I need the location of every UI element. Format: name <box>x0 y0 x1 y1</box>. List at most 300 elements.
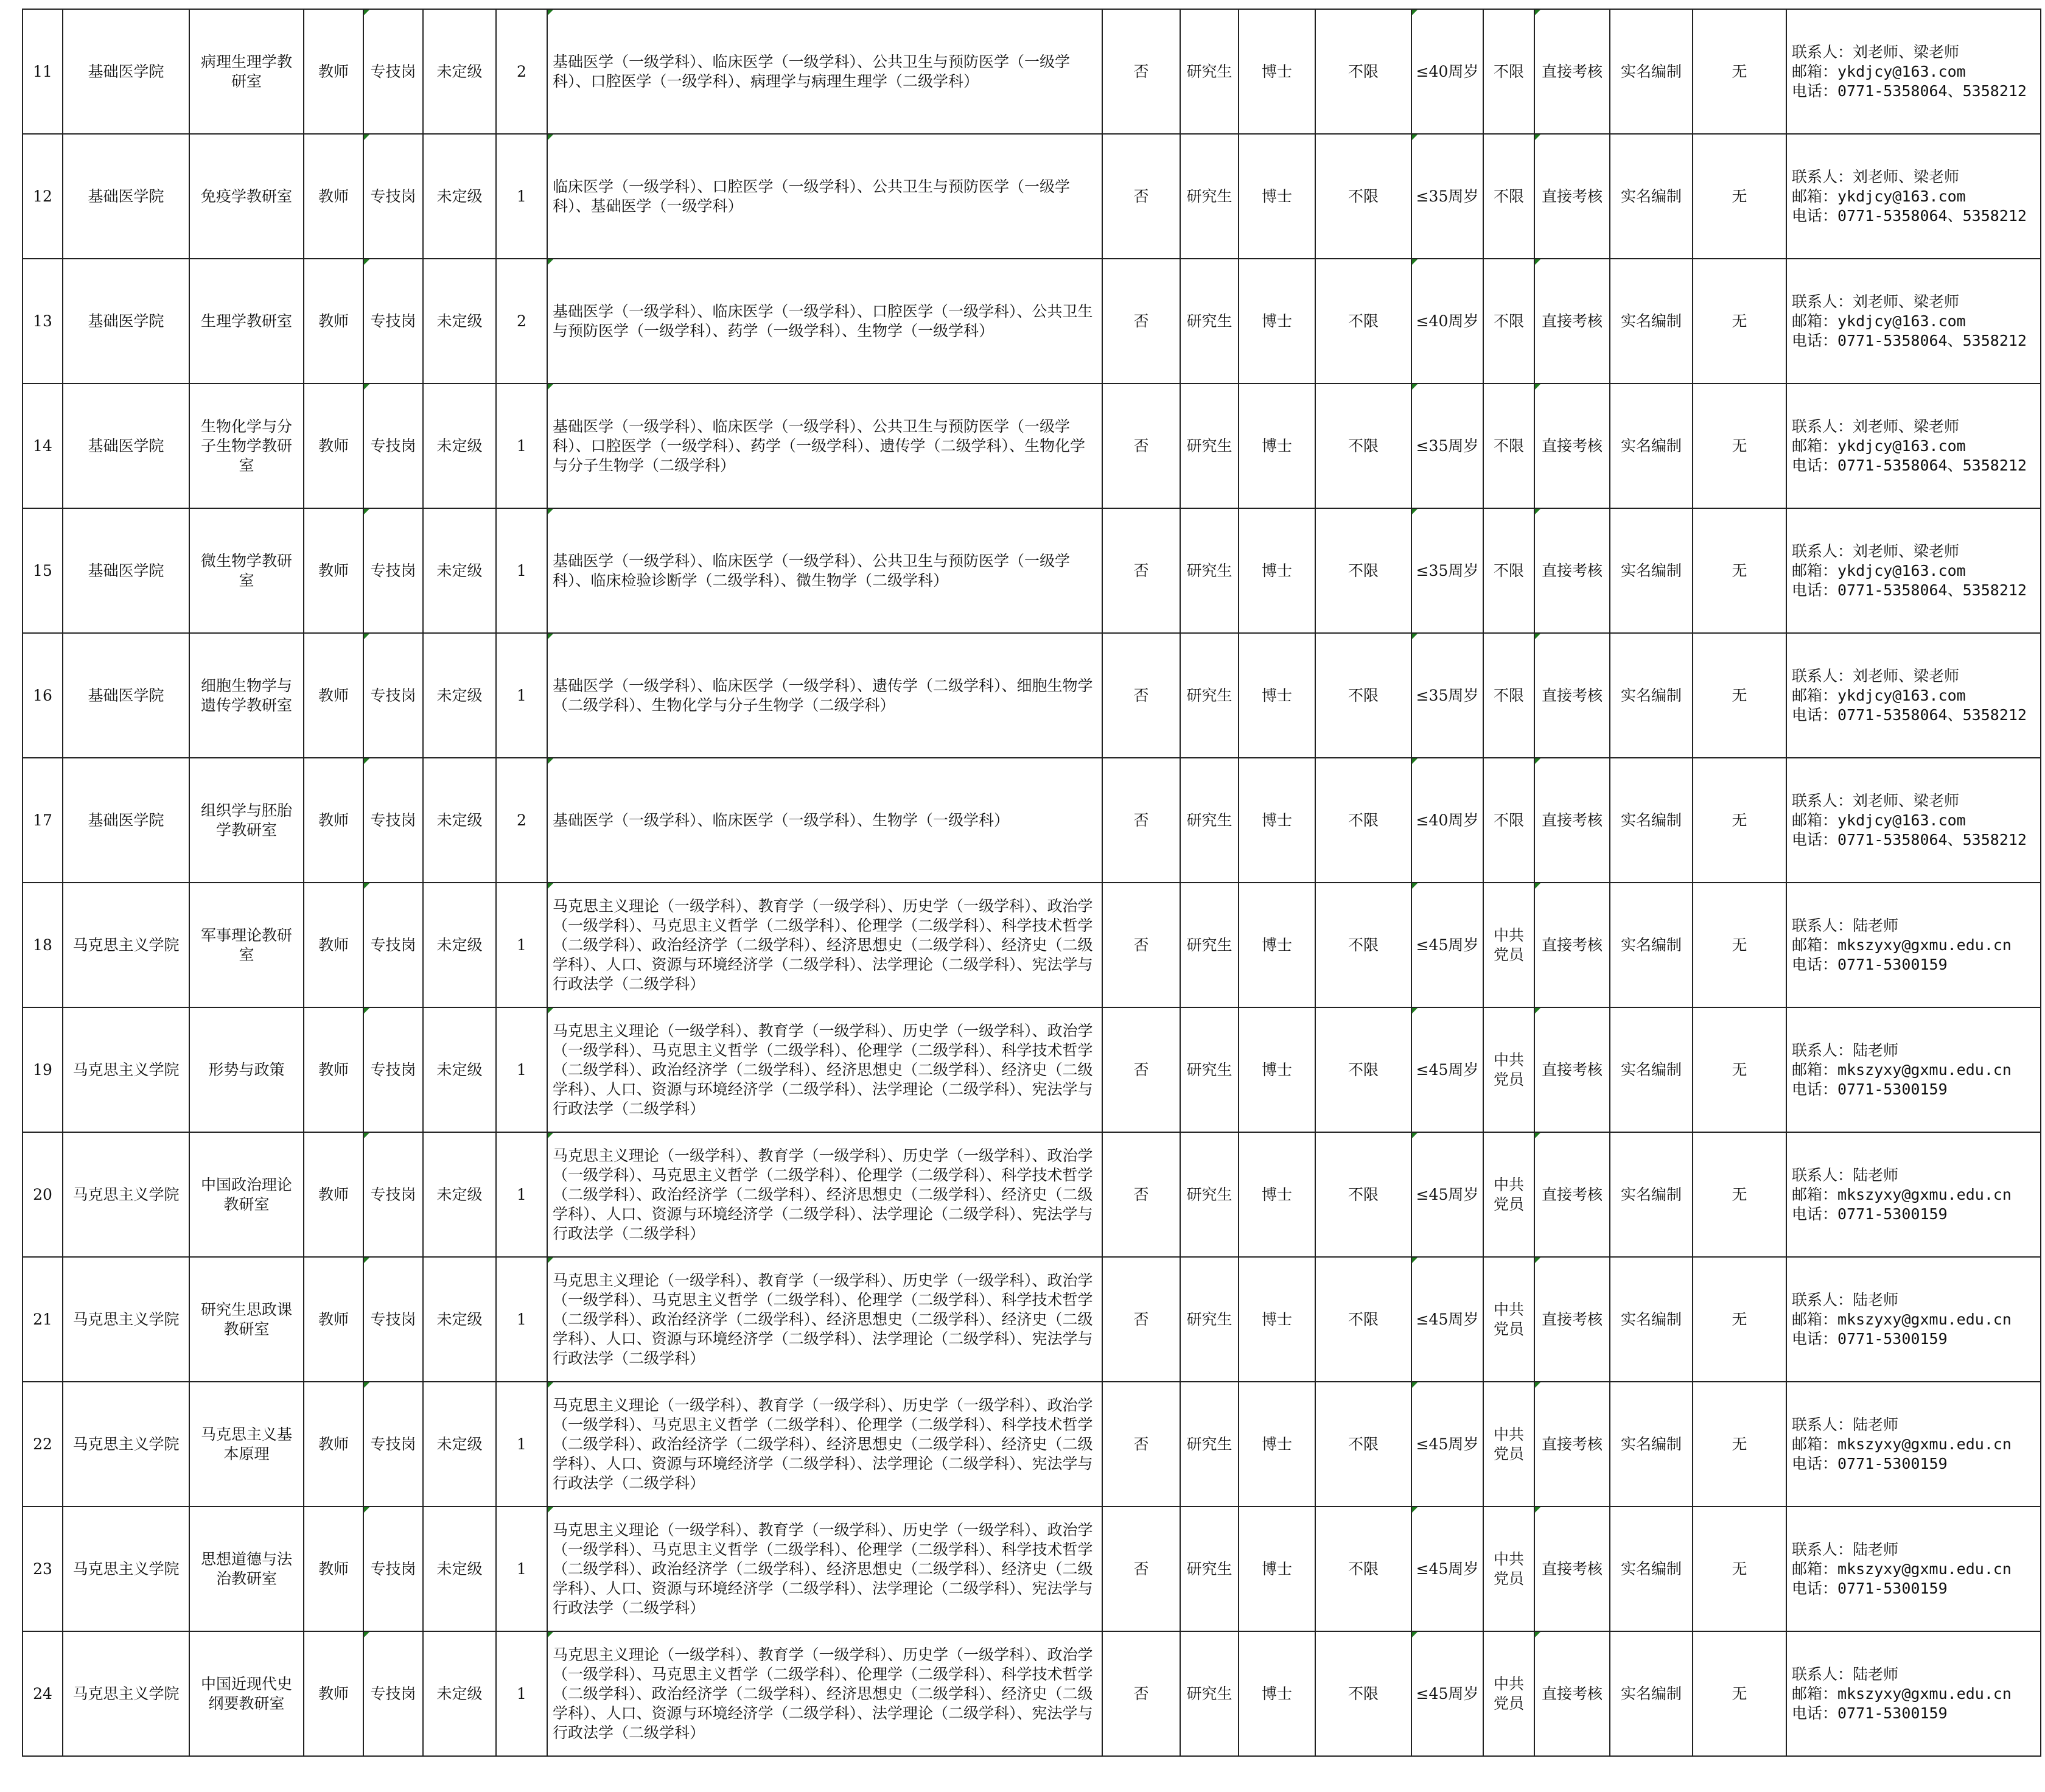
cell-count: 1 <box>496 134 547 259</box>
contact-email[interactable]: 邮箱：mkszyxy@gxmu.edu.cn <box>1792 1559 2012 1578</box>
cell-flag: 否 <box>1102 9 1180 134</box>
contact-email[interactable]: 邮箱：ykdjcy@163.com <box>1792 811 1966 829</box>
table-row <box>23 1007 2041 1132</box>
contact-phone: 电话：0771-5300159 <box>1792 1454 1948 1472</box>
cell-contact <box>1786 9 2041 134</box>
cell-experience: 不限 <box>1315 1382 1411 1507</box>
cell-count: 2 <box>496 259 547 383</box>
cell-contact <box>1786 259 2041 383</box>
contact-email[interactable]: 邮箱：mkszyxy@gxmu.edu.cn <box>1792 1060 2012 1079</box>
cell-college: 基础医学院 <box>63 383 189 508</box>
cell-exam: 直接考核 <box>1534 9 1610 134</box>
cell-education: 研究生 <box>1180 1132 1239 1257</box>
cell-experience: 不限 <box>1315 1007 1411 1132</box>
contact-phone: 电话：0771-5358064、5358212 <box>1792 456 2027 474</box>
cell-college: 马克思主义学院 <box>63 1007 189 1132</box>
cell-major: 基础医学（一级学科）、临床医学（一级学科）、口腔医学（一级学科）、公共卫生与预防医学（一级学科）、药学（一级学科）、生物学（一级学科） <box>547 259 1102 383</box>
cell-count: 1 <box>496 633 547 758</box>
cell-age: ≤45周岁 <box>1411 1631 1483 1756</box>
cell-level: 未定级 <box>423 134 496 259</box>
cell-major: 基础医学（一级学科）、临床医学（一级学科）、遗传学（二级学科）、细胞生物学（二级学科）、生物化学与分子生物学（二级学科） <box>547 633 1102 758</box>
cell-no: 16 <box>23 633 63 758</box>
cell-degree: 博士 <box>1239 508 1315 633</box>
cell-degree: 博士 <box>1239 259 1315 383</box>
cell-level: 未定级 <box>423 758 496 883</box>
cell-degree: 博士 <box>1239 1007 1315 1132</box>
cell-exam: 直接考核 <box>1534 383 1610 508</box>
cell-level: 未定级 <box>423 1132 496 1257</box>
cell-exam: 直接考核 <box>1534 758 1610 883</box>
contact-person: 联系人：刘老师、梁老师 <box>1792 43 1960 61</box>
cell-contact <box>1786 383 2041 508</box>
cell-type: 专技岗 <box>363 1257 423 1382</box>
cell-degree: 博士 <box>1239 1631 1315 1756</box>
table-row <box>23 9 2041 134</box>
cell-flag: 否 <box>1102 259 1180 383</box>
table-body <box>23 9 2041 1756</box>
cell-flag: 否 <box>1102 508 1180 633</box>
cell-college: 基础医学院 <box>63 9 189 134</box>
cell-contact <box>1786 1631 2041 1756</box>
cell-exam: 直接考核 <box>1534 1007 1610 1132</box>
cell-degree: 博士 <box>1239 883 1315 1007</box>
cell-contact <box>1786 883 2041 1007</box>
cell-level: 未定级 <box>423 1257 496 1382</box>
cell-other: 无 <box>1693 1132 1786 1257</box>
cell-exam: 直接考核 <box>1534 1132 1610 1257</box>
contact-person: 联系人：刘老师、梁老师 <box>1792 417 1960 435</box>
cell-education: 研究生 <box>1180 1007 1239 1132</box>
contact-email[interactable]: 邮箱：mkszyxy@gxmu.edu.cn <box>1792 1684 2012 1703</box>
cell-position: 教师 <box>304 383 363 508</box>
contact-person: 联系人：刘老师、梁老师 <box>1792 667 1960 685</box>
cell-major: 马克思主义理论（一级学科）、教育学（一级学科）、历史学（一级学科）、政治学（一级学科）、马克思主义哲学（二级学科）、伦理学（二级学科）、科学技术哲学（二级学科）、政治经济学（二级学科）、经济思想史（二级学科）、经济史（二级学科）、人口、资源与环境经济学（二级学科）、法学理论（二级学科）、宪法学与行政法学（二级学科） <box>547 883 1102 1007</box>
table-row <box>23 134 2041 259</box>
cell-count: 1 <box>496 383 547 508</box>
cell-type: 专技岗 <box>363 1132 423 1257</box>
cell-exam: 直接考核 <box>1534 134 1610 259</box>
contact-person: 联系人：刘老师、梁老师 <box>1792 167 1960 186</box>
cell-type: 专技岗 <box>363 134 423 259</box>
cell-political: 中共 党员 <box>1483 883 1534 1007</box>
cell-type: 专技岗 <box>363 383 423 508</box>
cell-education: 研究生 <box>1180 1382 1239 1507</box>
cell-no: 20 <box>23 1132 63 1257</box>
cell-political: 中共 党员 <box>1483 1007 1534 1132</box>
cell-position: 教师 <box>304 1007 363 1132</box>
table-row <box>23 259 2041 383</box>
cell-college: 基础医学院 <box>63 259 189 383</box>
cell-level: 未定级 <box>423 633 496 758</box>
cell-exam: 直接考核 <box>1534 1382 1610 1507</box>
cell-degree: 博士 <box>1239 9 1315 134</box>
cell-level: 未定级 <box>423 883 496 1007</box>
cell-education: 研究生 <box>1180 633 1239 758</box>
cell-other: 无 <box>1693 1507 1786 1631</box>
cell-degree: 博士 <box>1239 633 1315 758</box>
cell-type: 专技岗 <box>363 758 423 883</box>
cell-staffing: 实名编制 <box>1610 633 1693 758</box>
cell-position: 教师 <box>304 758 363 883</box>
cell-flag: 否 <box>1102 1382 1180 1507</box>
cell-exam: 直接考核 <box>1534 1507 1610 1631</box>
cell-count: 1 <box>496 1257 547 1382</box>
cell-no: 12 <box>23 134 63 259</box>
cell-contact <box>1786 758 2041 883</box>
cell-no: 14 <box>23 383 63 508</box>
cell-count: 2 <box>496 758 547 883</box>
contact-person: 联系人：刘老师、梁老师 <box>1792 542 1960 560</box>
cell-staffing: 实名编制 <box>1610 883 1693 1007</box>
cell-experience: 不限 <box>1315 1631 1411 1756</box>
cell-other: 无 <box>1693 1382 1786 1507</box>
cell-staffing: 实名编制 <box>1610 1507 1693 1631</box>
contact-phone: 电话：0771-5358064、5358212 <box>1792 830 2027 849</box>
cell-major: 基础医学（一级学科）、临床医学（一级学科）、公共卫生与预防医学（一级学科）、口腔医学（一级学科）、药学（一级学科）、遗传学（二级学科）、生物化学与分子生物学（二级学科） <box>547 383 1102 508</box>
cell-education: 研究生 <box>1180 758 1239 883</box>
cell-exam: 直接考核 <box>1534 259 1610 383</box>
cell-major: 马克思主义理论（一级学科）、教育学（一级学科）、历史学（一级学科）、政治学（一级学科）、马克思主义哲学（二级学科）、伦理学（二级学科）、科学技术哲学（二级学科）、政治经济学（二级学科）、经济思想史（二级学科）、经济史（二级学科）、人口、资源与环境经济学（二级学科）、法学理论（二级学科）、宪法学与行政法学（二级学科） <box>547 1382 1102 1507</box>
cell-college: 马克思主义学院 <box>63 883 189 1007</box>
cell-other: 无 <box>1693 383 1786 508</box>
cell-dept: 微生物学教研室 <box>189 508 304 633</box>
contact-email[interactable]: 邮箱：mkszyxy@gxmu.edu.cn <box>1792 1310 2012 1328</box>
contact-phone: 电话：0771-5358064、5358212 <box>1792 206 2027 225</box>
cell-experience: 不限 <box>1315 508 1411 633</box>
cell-no: 18 <box>23 883 63 1007</box>
cell-count: 1 <box>496 1132 547 1257</box>
table-row <box>23 758 2041 883</box>
contact-person: 联系人：陆老师 <box>1792 1665 1899 1683</box>
cell-contact <box>1786 1132 2041 1257</box>
cell-position: 教师 <box>304 134 363 259</box>
cell-other: 无 <box>1693 134 1786 259</box>
table-row <box>23 508 2041 633</box>
cell-staffing: 实名编制 <box>1610 758 1693 883</box>
cell-no: 19 <box>23 1007 63 1132</box>
cell-age: ≤40周岁 <box>1411 259 1483 383</box>
table-row <box>23 883 2041 1007</box>
cell-no: 23 <box>23 1507 63 1631</box>
cell-major: 马克思主义理论（一级学科）、教育学（一级学科）、历史学（一级学科）、政治学（一级学科）、马克思主义哲学（二级学科）、伦理学（二级学科）、科学技术哲学（二级学科）、政治经济学（二级学科）、经济思想史（二级学科）、经济史（二级学科）、人口、资源与环境经济学（二级学科）、法学理论（二级学科）、宪法学与行政法学（二级学科） <box>547 1007 1102 1132</box>
contact-person: 联系人：刘老师、梁老师 <box>1792 292 1960 310</box>
cell-dept: 军事理论教研室 <box>189 883 304 1007</box>
cell-dept: 研究生思政课教研室 <box>189 1257 304 1382</box>
cell-other: 无 <box>1693 508 1786 633</box>
cell-type: 专技岗 <box>363 508 423 633</box>
cell-contact <box>1786 134 2041 259</box>
cell-experience: 不限 <box>1315 758 1411 883</box>
cell-count: 1 <box>496 1007 547 1132</box>
cell-position: 教师 <box>304 1507 363 1631</box>
cell-dept: 马克思主义基本原理 <box>189 1382 304 1507</box>
cell-political: 不限 <box>1483 383 1534 508</box>
cell-exam: 直接考核 <box>1534 633 1610 758</box>
cell-age: ≤45周岁 <box>1411 883 1483 1007</box>
cell-no: 11 <box>23 9 63 134</box>
cell-experience: 不限 <box>1315 383 1411 508</box>
contact-email[interactable]: 邮箱：mkszyxy@gxmu.edu.cn <box>1792 1435 2012 1453</box>
cell-flag: 否 <box>1102 1007 1180 1132</box>
cell-exam: 直接考核 <box>1534 1257 1610 1382</box>
cell-degree: 博士 <box>1239 1382 1315 1507</box>
cell-staffing: 实名编制 <box>1610 9 1693 134</box>
cell-count: 1 <box>496 1631 547 1756</box>
cell-other: 无 <box>1693 633 1786 758</box>
cell-major: 马克思主义理论（一级学科）、教育学（一级学科）、历史学（一级学科）、政治学（一级学科）、马克思主义哲学（二级学科）、伦理学（二级学科）、科学技术哲学（二级学科）、政治经济学（二级学科）、经济思想史（二级学科）、经济史（二级学科）、人口、资源与环境经济学（二级学科）、法学理论（二级学科）、宪法学与行政法学（二级学科） <box>547 1631 1102 1756</box>
cell-count: 1 <box>496 1382 547 1507</box>
cell-political: 不限 <box>1483 508 1534 633</box>
cell-flag: 否 <box>1102 1257 1180 1382</box>
cell-age: ≤35周岁 <box>1411 508 1483 633</box>
cell-college: 马克思主义学院 <box>63 1132 189 1257</box>
cell-no: 13 <box>23 259 63 383</box>
cell-level: 未定级 <box>423 1007 496 1132</box>
cell-age: ≤35周岁 <box>1411 134 1483 259</box>
cell-age: ≤45周岁 <box>1411 1507 1483 1631</box>
cell-education: 研究生 <box>1180 259 1239 383</box>
contact-phone: 电话：0771-5300159 <box>1792 1704 1948 1722</box>
cell-flag: 否 <box>1102 1132 1180 1257</box>
cell-age: ≤40周岁 <box>1411 758 1483 883</box>
cell-type: 专技岗 <box>363 1007 423 1132</box>
table-row <box>23 1631 2041 1756</box>
cell-staffing: 实名编制 <box>1610 1631 1693 1756</box>
table-row <box>23 1132 2041 1257</box>
contact-phone: 电话：0771-5300159 <box>1792 1205 1948 1223</box>
cell-staffing: 实名编制 <box>1610 508 1693 633</box>
cell-dept: 生物化学与分子生物学教研室 <box>189 383 304 508</box>
cell-education: 研究生 <box>1180 508 1239 633</box>
cell-major: 基础医学（一级学科）、临床医学（一级学科）、公共卫生与预防医学（一级学科）、口腔医学（一级学科）、病理学与病理生理学（二级学科） <box>547 9 1102 134</box>
cell-degree: 博士 <box>1239 1507 1315 1631</box>
cell-flag: 否 <box>1102 1507 1180 1631</box>
contact-person: 联系人：陆老师 <box>1792 1540 1899 1558</box>
cell-staffing: 实名编制 <box>1610 1257 1693 1382</box>
contact-phone: 电话：0771-5358064、5358212 <box>1792 82 2027 100</box>
contact-phone: 电话：0771-5300159 <box>1792 1579 1948 1597</box>
cell-other: 无 <box>1693 758 1786 883</box>
cell-count: 1 <box>496 508 547 633</box>
contact-phone: 电话：0771-5358064、5358212 <box>1792 331 2027 349</box>
cell-position: 教师 <box>304 633 363 758</box>
cell-education: 研究生 <box>1180 134 1239 259</box>
cell-age: ≤45周岁 <box>1411 1382 1483 1507</box>
cell-type: 专技岗 <box>363 1507 423 1631</box>
cell-college: 马克思主义学院 <box>63 1631 189 1756</box>
cell-position: 教师 <box>304 1631 363 1756</box>
cell-experience: 不限 <box>1315 633 1411 758</box>
cell-college: 马克思主义学院 <box>63 1507 189 1631</box>
cell-major: 基础医学（一级学科）、临床医学（一级学科）、生物学（一级学科） <box>547 758 1102 883</box>
cell-age: ≤35周岁 <box>1411 633 1483 758</box>
cell-experience: 不限 <box>1315 134 1411 259</box>
contact-email[interactable]: 邮箱：ykdjcy@163.com <box>1792 686 1966 704</box>
cell-dept: 病理生理学教研室 <box>189 9 304 134</box>
cell-political: 中共 党员 <box>1483 1507 1534 1631</box>
cell-contact <box>1786 1257 2041 1382</box>
cell-exam: 直接考核 <box>1534 508 1610 633</box>
contact-phone: 电话：0771-5358064、5358212 <box>1792 705 2027 724</box>
cell-staffing: 实名编制 <box>1610 1007 1693 1132</box>
cell-level: 未定级 <box>423 1507 496 1631</box>
cell-college: 马克思主义学院 <box>63 1382 189 1507</box>
cell-staffing: 实名编制 <box>1610 259 1693 383</box>
cell-experience: 不限 <box>1315 259 1411 383</box>
cell-degree: 博士 <box>1239 1132 1315 1257</box>
cell-exam: 直接考核 <box>1534 883 1610 1007</box>
cell-education: 研究生 <box>1180 1631 1239 1756</box>
cell-college: 基础医学院 <box>63 633 189 758</box>
cell-flag: 否 <box>1102 883 1180 1007</box>
cell-education: 研究生 <box>1180 883 1239 1007</box>
cell-college: 马克思主义学院 <box>63 1257 189 1382</box>
cell-staffing: 实名编制 <box>1610 1382 1693 1507</box>
cell-no: 21 <box>23 1257 63 1382</box>
cell-experience: 不限 <box>1315 1257 1411 1382</box>
cell-contact <box>1786 1382 2041 1507</box>
cell-position: 教师 <box>304 508 363 633</box>
cell-count: 1 <box>496 883 547 1007</box>
cell-type: 专技岗 <box>363 883 423 1007</box>
cell-position: 教师 <box>304 259 363 383</box>
cell-count: 2 <box>496 9 547 134</box>
contact-phone: 电话：0771-5358064、5358212 <box>1792 581 2027 599</box>
contact-phone: 电话：0771-5300159 <box>1792 955 1948 973</box>
contact-person: 联系人：陆老师 <box>1792 1041 1899 1059</box>
cell-education: 研究生 <box>1180 9 1239 134</box>
recruitment-table <box>22 9 2041 1757</box>
cell-level: 未定级 <box>423 1631 496 1756</box>
cell-position: 教师 <box>304 883 363 1007</box>
table-row <box>23 633 2041 758</box>
cell-other: 无 <box>1693 1631 1786 1756</box>
cell-staffing: 实名编制 <box>1610 1132 1693 1257</box>
contact-person: 联系人：刘老师、梁老师 <box>1792 791 1960 810</box>
cell-flag: 否 <box>1102 383 1180 508</box>
cell-political: 中共 党员 <box>1483 1631 1534 1756</box>
contact-person: 联系人：陆老师 <box>1792 916 1899 934</box>
cell-exam: 直接考核 <box>1534 1631 1610 1756</box>
cell-type: 专技岗 <box>363 259 423 383</box>
cell-age: ≤40周岁 <box>1411 9 1483 134</box>
cell-major: 马克思主义理论（一级学科）、教育学（一级学科）、历史学（一级学科）、政治学（一级学科）、马克思主义哲学（二级学科）、伦理学（二级学科）、科学技术哲学（二级学科）、政治经济学（二级学科）、经济思想史（二级学科）、经济史（二级学科）、人口、资源与环境经济学（二级学科）、法学理论（二级学科）、宪法学与行政法学（二级学科） <box>547 1507 1102 1631</box>
cell-political: 不限 <box>1483 259 1534 383</box>
cell-age: ≤45周岁 <box>1411 1257 1483 1382</box>
cell-age: ≤35周岁 <box>1411 383 1483 508</box>
contact-email[interactable]: 邮箱：mkszyxy@gxmu.edu.cn <box>1792 936 2012 954</box>
cell-dept: 中国政治理论教研室 <box>189 1132 304 1257</box>
cell-type: 专技岗 <box>363 633 423 758</box>
cell-political: 中共 党员 <box>1483 1257 1534 1382</box>
cell-other: 无 <box>1693 9 1786 134</box>
cell-major: 马克思主义理论（一级学科）、教育学（一级学科）、历史学（一级学科）、政治学（一级学科）、马克思主义哲学（二级学科）、伦理学（二级学科）、科学技术哲学（二级学科）、政治经济学（二级学科）、经济思想史（二级学科）、经济史（二级学科）、人口、资源与环境经济学（二级学科）、法学理论（二级学科）、宪法学与行政法学（二级学科） <box>547 1132 1102 1257</box>
cell-dept: 思想道德与法治教研室 <box>189 1507 304 1631</box>
cell-dept: 组织学与胚胎学教研室 <box>189 758 304 883</box>
cell-major: 马克思主义理论（一级学科）、教育学（一级学科）、历史学（一级学科）、政治学（一级学科）、马克思主义哲学（二级学科）、伦理学（二级学科）、科学技术哲学（二级学科）、政治经济学（二级学科）、经济思想史（二级学科）、经济史（二级学科）、人口、资源与环境经济学（二级学科）、法学理论（二级学科）、宪法学与行政法学（二级学科） <box>547 1257 1102 1382</box>
cell-experience: 不限 <box>1315 883 1411 1007</box>
table-row <box>23 1257 2041 1382</box>
cell-other: 无 <box>1693 259 1786 383</box>
cell-degree: 博士 <box>1239 134 1315 259</box>
cell-age: ≤45周岁 <box>1411 1007 1483 1132</box>
table-row <box>23 1382 2041 1507</box>
cell-other: 无 <box>1693 883 1786 1007</box>
cell-level: 未定级 <box>423 383 496 508</box>
cell-flag: 否 <box>1102 633 1180 758</box>
contact-person: 联系人：陆老师 <box>1792 1290 1899 1309</box>
cell-political: 中共 党员 <box>1483 1132 1534 1257</box>
table-row <box>23 383 2041 508</box>
contact-phone: 电话：0771-5300159 <box>1792 1329 1948 1348</box>
cell-contact <box>1786 1007 2041 1132</box>
cell-education: 研究生 <box>1180 383 1239 508</box>
cell-dept: 细胞生物学与遗传学教研室 <box>189 633 304 758</box>
cell-education: 研究生 <box>1180 1507 1239 1631</box>
cell-experience: 不限 <box>1315 9 1411 134</box>
cell-no: 22 <box>23 1382 63 1507</box>
contact-email[interactable]: 邮箱：ykdjcy@163.com <box>1792 187 1966 205</box>
cell-major: 临床医学（一级学科）、口腔医学（一级学科）、公共卫生与预防医学（一级学科）、基础医学（一级学科） <box>547 134 1102 259</box>
cell-dept: 生理学教研室 <box>189 259 304 383</box>
cell-other: 无 <box>1693 1257 1786 1382</box>
cell-major: 基础医学（一级学科）、临床医学（一级学科）、公共卫生与预防医学（一级学科）、临床检验诊断学（二级学科）、微生物学（二级学科） <box>547 508 1102 633</box>
cell-dept: 形势与政策 <box>189 1007 304 1132</box>
cell-no: 17 <box>23 758 63 883</box>
cell-position: 教师 <box>304 1257 363 1382</box>
cell-position: 教师 <box>304 9 363 134</box>
cell-dept: 免疫学教研室 <box>189 134 304 259</box>
cell-experience: 不限 <box>1315 1132 1411 1257</box>
cell-contact <box>1786 633 2041 758</box>
cell-position: 教师 <box>304 1382 363 1507</box>
contact-email[interactable]: 邮箱：mkszyxy@gxmu.edu.cn <box>1792 1185 2012 1203</box>
cell-degree: 博士 <box>1239 1257 1315 1382</box>
cell-political: 不限 <box>1483 9 1534 134</box>
cell-type: 专技岗 <box>363 9 423 134</box>
cell-flag: 否 <box>1102 1631 1180 1756</box>
cell-staffing: 实名编制 <box>1610 134 1693 259</box>
cell-degree: 博士 <box>1239 758 1315 883</box>
cell-degree: 博士 <box>1239 383 1315 508</box>
cell-experience: 不限 <box>1315 1507 1411 1631</box>
cell-no: 24 <box>23 1631 63 1756</box>
contact-phone: 电话：0771-5300159 <box>1792 1080 1948 1098</box>
contact-email[interactable]: 邮箱：ykdjcy@163.com <box>1792 62 1966 80</box>
cell-level: 未定级 <box>423 1382 496 1507</box>
contact-email[interactable]: 邮箱：ykdjcy@163.com <box>1792 436 1966 455</box>
contact-person: 联系人：陆老师 <box>1792 1415 1899 1433</box>
cell-no: 15 <box>23 508 63 633</box>
cell-staffing: 实名编制 <box>1610 383 1693 508</box>
cell-college: 基础医学院 <box>63 758 189 883</box>
cell-college: 基础医学院 <box>63 134 189 259</box>
cell-position: 教师 <box>304 1132 363 1257</box>
cell-count: 1 <box>496 1507 547 1631</box>
cell-level: 未定级 <box>423 9 496 134</box>
cell-dept: 中国近现代史纲要教研室 <box>189 1631 304 1756</box>
contact-email[interactable]: 邮箱：ykdjcy@163.com <box>1792 312 1966 330</box>
cell-type: 专技岗 <box>363 1382 423 1507</box>
contact-email[interactable]: 邮箱：ykdjcy@163.com <box>1792 561 1966 579</box>
cell-level: 未定级 <box>423 508 496 633</box>
cell-political: 中共 党员 <box>1483 1382 1534 1507</box>
cell-flag: 否 <box>1102 758 1180 883</box>
cell-flag: 否 <box>1102 134 1180 259</box>
contact-person: 联系人：陆老师 <box>1792 1166 1899 1184</box>
cell-level: 未定级 <box>423 259 496 383</box>
cell-political: 不限 <box>1483 633 1534 758</box>
